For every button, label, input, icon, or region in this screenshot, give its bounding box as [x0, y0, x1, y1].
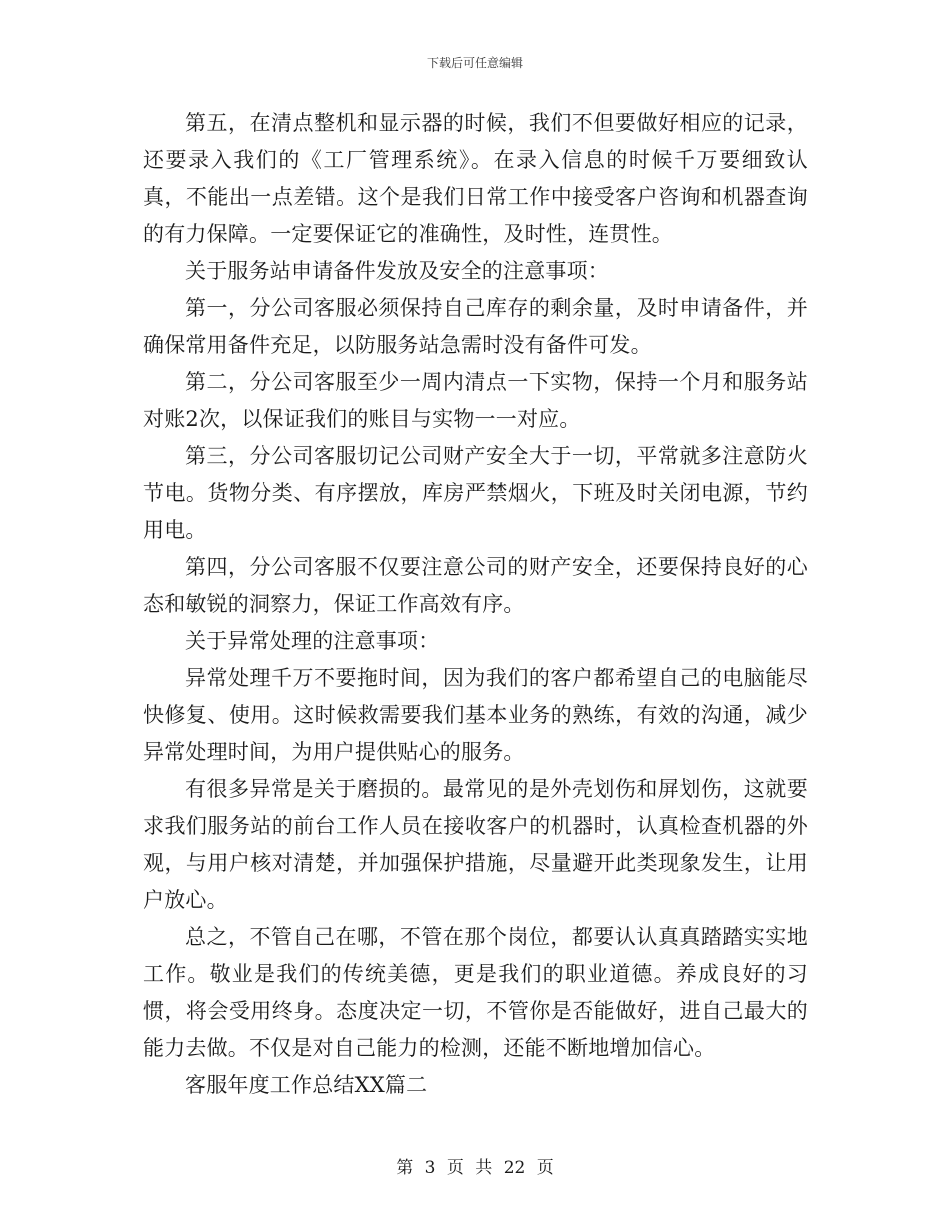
paragraph-conclusion: 总之，不管自己在哪，不管在那个岗位，都要认认真真踏踏实实地工作。敬业是我们的传统美德，更是我们的职业道德。养成良好的习惯，将会受用终身。态度决定一切，不管你是否能做好，进自己最大的能力去做。不仅是对自己能力的检测，还能不断地增加信心。: [143, 925, 808, 1060]
paragraph-item-2-reconcile: 第二，分公司客服至少一周内清点一下实物，保持一个月和服务站对账2次，以保证我们的账目与实物一一对应。: [143, 370, 808, 431]
paragraph-exception-time: 异常处理千万不要拖时间，因为我们的客户都希望自己的电脑能尽快修复、使用。这时候救需要我们基本业务的熟练，有效的沟通，减少异常处理时间，为用户提供贴心的服务。: [143, 666, 808, 764]
paragraph-item-1-inventory: 第一，分公司客服必须保持自己库存的剩余量，及时申请备件，并确保常用备件充足，以防服务站急需时没有备件可发。: [143, 296, 808, 357]
paragraph-item-5-record: 第五，在清点整机和显示器的时候，我们不但要做好相应的记录，还要录入我们的《工厂管理系统》。在录入信息的时候千万要细致认真，不能出一点差错。这个是我们日常工作中接受客户咨询和机器查询的有力保障。一定要保证它的准确性，及时性，连贯性。: [143, 111, 808, 246]
section-title-part-two: 客服年度工作总结XX篇二: [185, 1073, 428, 1097]
section-heading-spare-parts: 关于服务站申请备件发放及安全的注意事项：: [185, 259, 609, 283]
page-number-footer: 第 3 页 共 22 页: [396, 1158, 554, 1178]
section-heading-exception: 关于异常处理的注意事项：: [185, 629, 440, 653]
paragraph-item-4-attitude: 第四，分公司客服不仅要注意公司的财产安全，还要保持良好的心态和敏锐的洞察力，保证工作高效有序。: [143, 555, 808, 616]
paragraph-exception-wear: 有很多异常是关于磨损的。最常见的是外壳划伤和屏划伤，这就要求我们服务站的前台工作人员在接收客户的机器时，认真检查机器的外观，与用户核对清楚，并加强保护措施，尽量避开此类现象发生，让用户放心。: [143, 777, 808, 912]
paragraph-item-3-safety: 第三，分公司客服切记公司财产安全大于一切，平常就多注意防火节电。货物分类、有序摆放，库房严禁烟火，下班及时关闭电源，节约用电。: [143, 444, 808, 542]
document-body: [143, 105, 808, 1104]
page-header-note: 下载后可任意编辑: [426, 56, 523, 70]
